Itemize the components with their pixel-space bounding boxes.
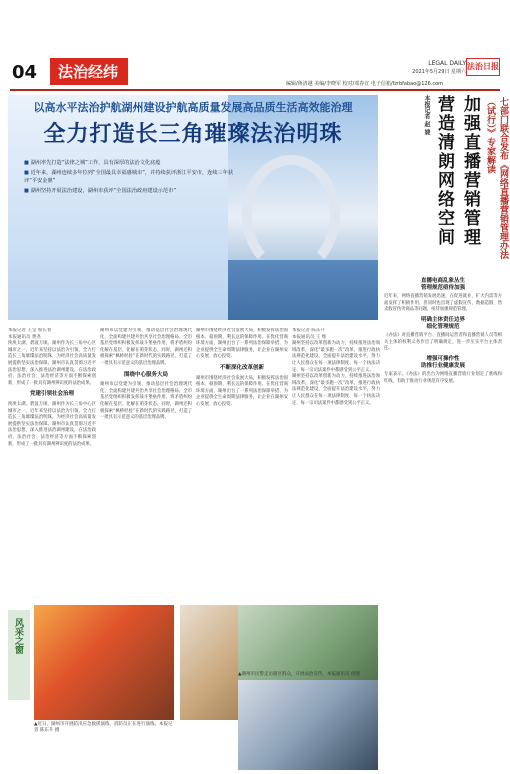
police-photo [238, 680, 378, 770]
banner-subtitle: 以高水平法治护航湖州建设护航高质量发展高品质生活高效能治理 [33, 101, 353, 114]
right-feature-headline [384, 95, 508, 270]
right-kicker: 七部门联合发布《网络直播营销管理办法（试行）》专家解读 [485, 97, 508, 259]
right-article-text: 专家表示，《办法》的出台为网络直播营销行业划定了底线和红线，有助于推动行业规范有序发展。 [384, 372, 502, 384]
banner-bullet: ■ 湖州坚持开展法治建设，湖州市获评“全国法治政府建设示范市” [24, 187, 244, 195]
masthead-divider [10, 89, 500, 91]
photo-caption: ▲近日，湖州市开展防汛应急救援演练，消防员正在进行演练。本报记者 陈东升 摄 [34, 722, 173, 733]
article-text: 湖州市以党建为引领，推动基层社会治理现代化，全面构建共建共治共享社会治理格局。全市基层党组织积极发挥战斗堡垒作用，将矛盾纠纷化解在基层、化解在萌芽状态。同时，湖州还积极探索“枫桥经验”在新时代的实践路径，打造了一批具有示范意义的基层治理品牌。 [100, 328, 192, 366]
article-text: 湖州市围绕经济社会发展大局，积极发挥法治固根本、稳预期、利长远的保障作用。在优化营商环境方面，湖州出台了一系列法治保障举措，为企业提供全生命周期法律服务，让企业在湖州安心发展、放心投资。 [196, 375, 288, 407]
right-subheading: 增强可操作性 助推行业健康发展 [420, 355, 465, 369]
banner-bullet-list [24, 159, 244, 197]
article-text: 泱泱太湖，碧波万顷。湖州作为长三角中心区城市之一，近年来坚持以法治为引领，全力打造长三角璀璨法治明珠，为经济社会高质量发展提供坚实法治保障。湖州市认真贯彻习近平法治思想，深入推进法治湖州建设，在法治政府、法治社会、法治经济等方面不断探索创新，形成了一批具有湖州辨识度的法治成果。 [8, 401, 96, 447]
banner-bullet: ■ 近年来，湖州连续多年位列“全国最具幸福感城市”，并持续获评浙江平安市，连续三年获评“平安金鼎” [24, 169, 244, 185]
article-column-1 [8, 328, 96, 608]
right-title-line-2: 营造清朗网络空间 [434, 95, 454, 247]
page-number: 04 [12, 62, 38, 83]
article-subheading: 党建引领社会治理 [29, 391, 74, 398]
right-title-line-1: 加强直播营销管理 [460, 95, 480, 247]
article-text: 泱泱太湖，碧波万顷。湖州作为长三角中心区城市之一，近年来坚持以法治为引领，全力打造长三角璀璨法治明珠，为经济社会高质量发展提供坚实法治保障。湖州市认真贯彻习近平法治思想，深入推进法治湖州建设，在法治政府、法治社会、法治经济等方面不断探索创新，形成了一批具有湖州辨识度的法治成果。 [8, 341, 96, 386]
article-byline: 本报记者 陈东升 本报通讯员 王 维 [292, 328, 327, 340]
article-column-4 [292, 328, 380, 608]
editor-line: 编辑/蒋清越 美编/李晓军 校对/邓春宜 电子信箱/fzrbfabao@126.com [286, 81, 444, 87]
feature-banner [8, 95, 378, 320]
firefighter-photo [34, 605, 174, 720]
column-label: 风采之窗 [13, 618, 23, 654]
right-byline: 本报记者 赵 婕 [423, 95, 430, 136]
column-label-box [8, 610, 30, 700]
right-subheading: 明确主体责任边界 细化管理规范 [420, 316, 465, 330]
banner-bullet: ■ 湖州率先打造“法律之城”工作，具有深厚的法治文化底蕴 [24, 159, 244, 167]
hotel-landmark-image [242, 155, 340, 275]
issue-date: 2021年5月29日 星期六 [412, 69, 466, 75]
article-text: 湖州市围绕经济社会发展大局，积极发挥法治固根本、稳预期、利长远的保障作用。在优化营商环境方面，湖州出台了一系列法治保障举措，为企业提供全生命周期法律服务，让企业在湖州安心发展、放心投资。 [196, 328, 288, 360]
article-subheading: 围绕中心服务大局 [123, 371, 168, 378]
article-byline: 本报记者 王莹 蔡长春 本报通讯员 费尧 [8, 328, 52, 340]
right-article-column [384, 275, 502, 755]
article-column-2 [100, 328, 192, 608]
article-text: 湖州坚持以改革创新为动力，持续推进法治领域改革，深化“最多跑一次”改革，推进行政执法规范化建设，全面提升法治建设水平，努力让人民群众在每一项法律制度、每一个执法决定、每一宗司法案件中都感受到公平正义。 [292, 341, 380, 373]
lake-water-image [228, 260, 378, 320]
paper-english-name: LEGAL DAILY [428, 60, 466, 67]
article-column-3 [196, 328, 288, 608]
article-subheading: 不断深化改革创新 [219, 364, 264, 371]
photo-caption: ▲湖州市民警走访辖区群众，开展法治宣传。本报通讯员 供图 [238, 672, 360, 677]
article-text: 湖州市以党建为引领，推动基层社会治理现代化，全面构建共建共治共享社会治理格局。全市基层党组织积极发挥战斗堡垒作用，将矛盾纠纷化解在基层、化解在萌芽状态。同时，湖州还积极探索“枫桥经验”在新时代的实践路径，打造了一批具有示范意义的基层治理品牌。 [100, 382, 192, 421]
right-article-text: 《办法》对直播营销平台、直播间运营者和直播营销人员等相关主体的权利义务作出了明确规定，进一步压实平台主体责任。 [384, 333, 502, 352]
article-text: 湖州坚持以改革创新为动力，持续推进法治领域改革，深化“最多跑一次”改革，推进行政执法规范化建设，全面提升法治建设水平，努力让人民群众在每一项法律制度、每一个执法决定、每一宗司法案件中都感受到公平正义。 [292, 374, 380, 406]
banner-headline: 全力打造长三角璀璨法治明珠 [43, 121, 343, 147]
paper-logo: 法治日报 [466, 58, 500, 76]
section-title: 法治经纬 [50, 58, 128, 85]
right-article-text: 近年来，网络直播营销发展迅速，在促进就业、扩大内需等方面发挥了积极作用，但同时也出现了虚假宣传、数据造假、售卖假冒伪劣商品等问题，亟待加强规范管理。 [384, 294, 502, 313]
right-subheading: 直播电商乱象丛生 管理规范亟待加强 [420, 278, 465, 291]
